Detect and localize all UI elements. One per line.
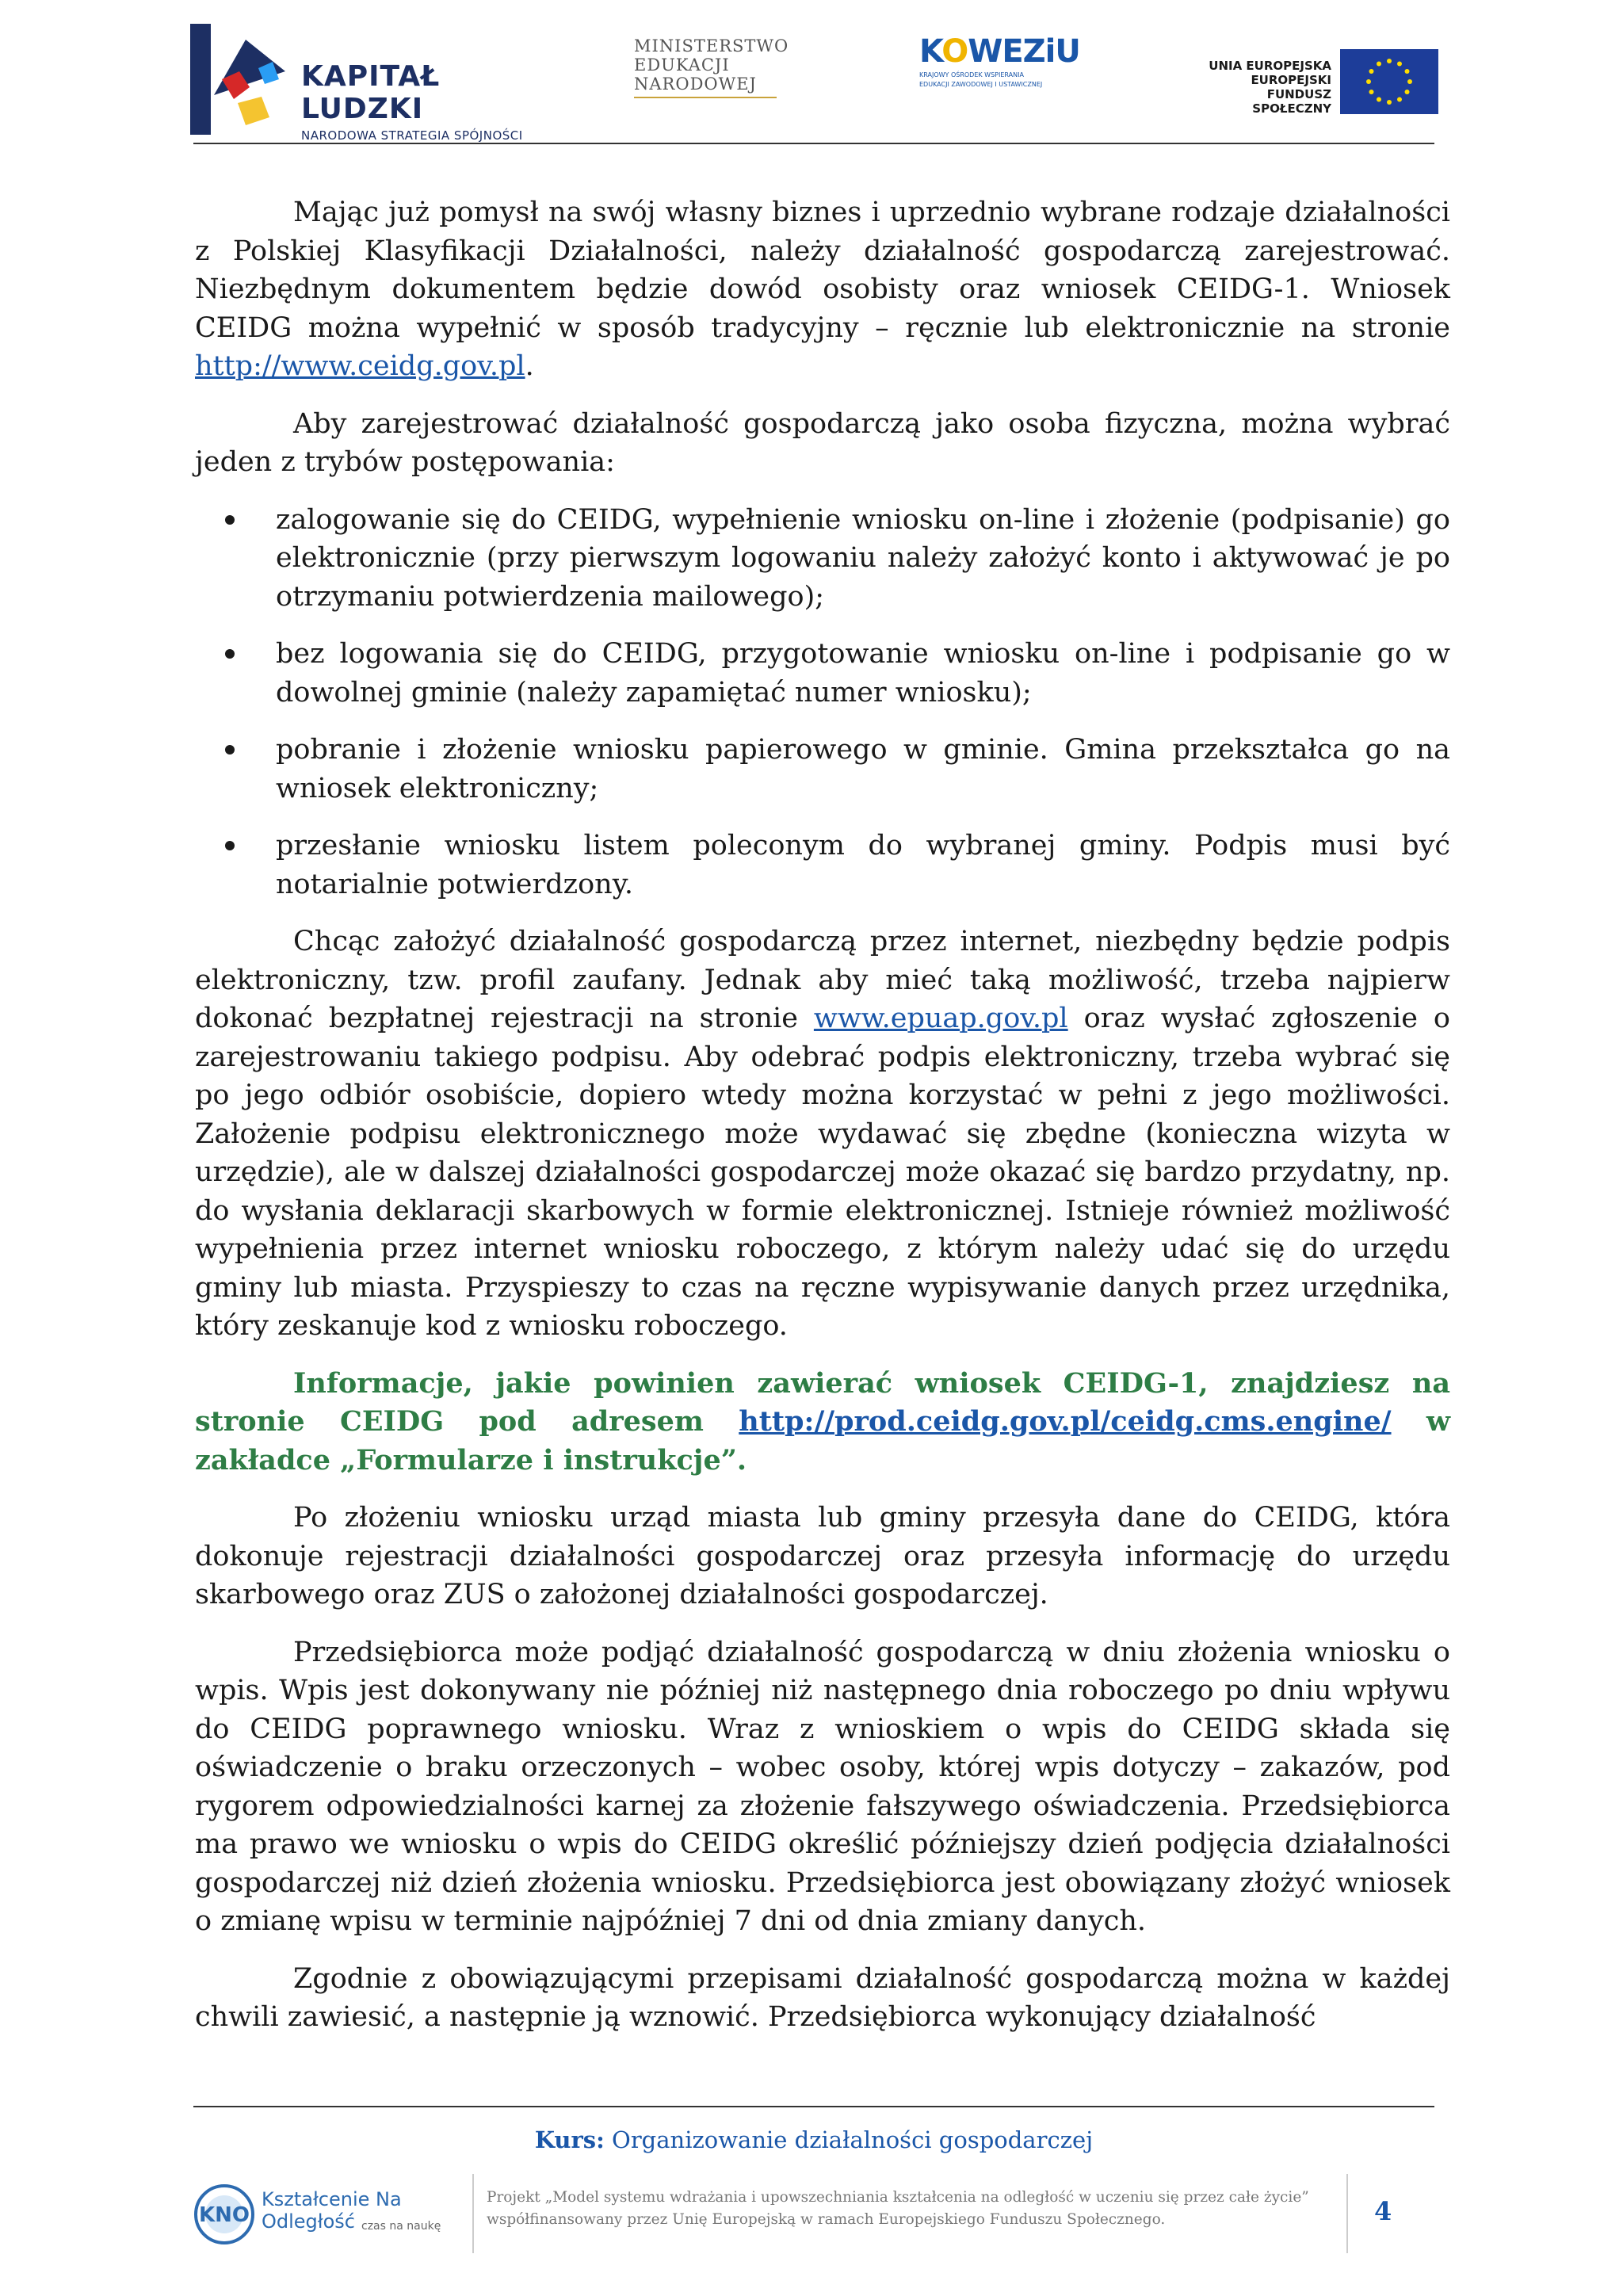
- list-item-text: pobranie i złożenie wniosku papierowego w gminie. Gmina przekształca go na wniosek elektroniczny;: [276, 734, 1450, 804]
- eu-star-icon: [1369, 69, 1373, 74]
- course-label: Kurs:: [534, 2126, 605, 2153]
- list-item: [195, 827, 1450, 904]
- paragraph-4-before: Informacje, jakie powinien zawierać wniosek CEIDG-1, znajdziesz na stronie CEIDG pod adresem: [195, 1366, 1450, 1438]
- eu-star-icon: [1405, 90, 1410, 94]
- eu-star-icon: [1369, 90, 1373, 94]
- document-body: [195, 193, 1450, 2037]
- eu-star-icon: [1397, 61, 1402, 66]
- paragraph-3-after: oraz wysłać zgłoszenie o zarejestrowaniu takiego podpisu. Aby odebrać podpis elektroniczny, trzeba wybrać się po jego odbiór osobiście, dopiero wtedy można korzystać w pełni z jego możliwości. Założenie podpisu elektronicznego może wydawać się zbędne (konieczna wizyta w urzędzie), ale w dalszej działalności gospodarczej może okazać się bardzo przydatny, np. do wysłania deklaracji skarbowych w formie elektronicznej. Istnieje również możliwość wypełnienia przez internet wniosku roboczego, z którym należy udać się do urzędu gminy lub miasta. Przyspieszy to czas na ręczne wypisywanie danych przez urzędnika, który zeskanuje kod z wniosku roboczego.: [195, 1003, 1450, 1342]
- eu-flag-icon: [1340, 49, 1438, 114]
- eu-star-icon: [1377, 97, 1381, 102]
- ministerstwo-line3: NARODOWEJ: [634, 74, 757, 94]
- eu-star-icon: [1397, 97, 1402, 102]
- paragraph-3-before: Chcąc założyć działalność gospodarczą przez internet, niezbędny będzie podpis elektroniczny, tzw. profil zaufany. Jednak aby mieć taką możliwość, trzeba najpierw dokonać bezpłatnej rejestracji na stronie: [195, 926, 1450, 1034]
- bullet-icon: [225, 841, 235, 850]
- list-item-text: bez logowania się do CEIDG, przygotowanie wniosku on-line i podpisanie go w dowolnej gminie (należy zapamiętać numer wniosku);: [276, 638, 1450, 709]
- paragraph-6: Przedsiębiorca może podjąć działalność gospodarczą w dniu złożenia wniosku o wpis. Wpis jest dokonywany nie później niż następnego dnia roboczego po dniu wpływu do CEIDG poprawnego wniosku. Wraz z wnioskiem o wpis do CEIDG składa się oświadczenie o braku orzeczonych – wobec osoby, której wpis dotyczy – zakazów, pod rygorem odpowiedzialności karnej za złożenie fałszywego oświadczenia. Przedsiębiorca ma prawo we wniosku o wpis do CEIDG określić późniejszy dzień podjęcia działalności gospodarczej niż dzień złożenia wniosku. Przedsiębiorca jest obowiązany złożyć wniosek o zmianę wpisu w terminie najpóźniej 7 dni od dnia zmiany danych.: [195, 1636, 1450, 1937]
- ksztalcenie-subtitle: czas na naukę: [361, 2220, 441, 2233]
- eu-star-icon: [1366, 79, 1371, 84]
- footer-divider-left: [472, 2174, 474, 2253]
- kapital-ludzki-subtitle: NARODOWA STRATEGIA SPÓJNOŚCI: [301, 128, 523, 143]
- kowezu-title-o: O: [941, 33, 968, 70]
- ksztalcenie-title: Kształcenie Na Odległość: [262, 2188, 402, 2233]
- page-number: 4: [1374, 2196, 1392, 2226]
- ksztalcenie-logo: [193, 2177, 479, 2248]
- ministerstwo-line1: MINISTERSTWO: [634, 36, 789, 55]
- ministerstwo-logo: [634, 36, 792, 124]
- list-item: [195, 635, 1450, 712]
- eu-star-icon: [1377, 61, 1381, 66]
- project-info: [487, 2187, 1309, 2231]
- list-item-text: zalogowanie się do CEIDG, wypełnienie wniosku on-line i złożenie (podpisanie) go elektronicznie (przy pierwszym logowaniu należy założyć konto i aktywować je po otrzymaniu potwierdzenia mailowego);: [276, 503, 1450, 613]
- kowezu-subtitle-1: KRAJOWY OŚRODEK WSPIERANIA: [919, 71, 1024, 78]
- footer-divider: [193, 2106, 1434, 2107]
- eu-star-icon: [1407, 79, 1412, 84]
- kapital-ludzki-star-icon: [190, 24, 293, 135]
- bullet-icon: [225, 515, 235, 525]
- page-header: [190, 19, 1434, 143]
- ue-line2: EUROPEJSKI: [1251, 73, 1331, 87]
- paragraph-4-after: w zakładce „Formularze i instrukcje”.: [195, 1405, 1450, 1477]
- paragraph-1-text: Mając już pomysł na swój własny biznes i uprzednio wybrane rodzaje działalności z Polskiej Klasyfikacji Działalności, należy działalność gospodarczą zarejestrować. Niezbędnym dokumentem będzie dowód osobisty oraz wniosek CEIDG-1. Wniosek CEIDG można wypełnić w sposób tradycyjny – ręcznie lub elektronicznie na stronie: [195, 197, 1450, 344]
- registration-modes-list: [195, 501, 1450, 904]
- footer-course: [193, 2126, 1434, 2153]
- paragraph-1: [195, 193, 1450, 386]
- ceidg-cms-link[interactable]: http://prod.ceidg.gov.pl/ceidg.cms.engine/: [739, 1405, 1392, 1438]
- kowezu-title-k: K: [919, 33, 942, 70]
- eu-star-icon: [1387, 100, 1392, 105]
- bullet-icon: [225, 649, 235, 659]
- kowezu-logo: [919, 33, 1078, 128]
- list-item-text: przesłanie wniosku listem poleconym do wybranej gminy. Podpis musi być notarialnie potwierdzony.: [276, 830, 1450, 900]
- ministerstwo-divider: [634, 97, 777, 98]
- list-item: [195, 501, 1450, 617]
- course-name: Organizowanie działalności gospodarczej: [604, 2126, 1094, 2153]
- footer-divider-right: [1346, 2174, 1348, 2253]
- project-line-2: współfinansowany przez Unię Europejską w ramach Europejskiego Funduszu Społecznego.: [487, 2211, 1166, 2228]
- paragraph-4-highlight: [195, 1365, 1450, 1480]
- kowezu-title: [919, 33, 1078, 70]
- kowezu-title-rest: WEZiU: [968, 33, 1080, 70]
- header-divider: [193, 143, 1434, 144]
- footer-band: [193, 2174, 1434, 2253]
- paragraph-3: [195, 923, 1450, 1346]
- kapital-ludzki-title: KAPITAŁ LUDZKI: [301, 60, 441, 125]
- kapital-ludzki-logo: [190, 24, 523, 143]
- paragraph-5: Po złożeniu wniosku urząd miasta lub gminy przesyła dane do CEIDG, która dokonuje rejestracji działalności gospodarczej oraz przesyła informację do urzędu skarbowego oraz ZUS o założonej działalności gospodarczej.: [195, 1502, 1450, 1610]
- ceidg-link[interactable]: http://www.ceidg.gov.pl: [195, 350, 525, 382]
- paragraph-1-tail: .: [525, 350, 534, 382]
- unia-europejska-logo: [1185, 41, 1438, 116]
- paragraph-7: Zgodnie z obowiązującymi przepisami działalność gospodarczą można w każdej chwili zawiesić, a następnie ją wznowić. Przedsiębiorca wykonujący działalność: [195, 1962, 1450, 2033]
- svg-text:KNO: KNO: [198, 2203, 250, 2227]
- kowezu-subtitle-2: EDUKACJI ZAWODOWEJ I USTAWICZNEJ: [919, 81, 1043, 88]
- project-line-1: Projekt „Model systemu wdrażania i upowszechniania kształcenia na odległość w uczeniu się przez całe życie”: [487, 2189, 1309, 2206]
- ue-line3: FUNDUSZ SPOŁECZNY: [1252, 87, 1331, 116]
- ministerstwo-line2: EDUKACJI: [634, 55, 730, 74]
- eu-star-icon: [1387, 59, 1392, 63]
- bullet-icon: [225, 745, 235, 755]
- ue-line1: UNIA EUROPEJSKA: [1209, 59, 1331, 73]
- paragraph-2: Aby zarejestrować działalność gospodarczą jako osoba fizyczna, można wybrać jeden z trybów postępowania:: [195, 407, 1450, 478]
- kno-logo-icon: [193, 2183, 255, 2245]
- list-item: [195, 731, 1450, 808]
- eu-star-icon: [1405, 69, 1410, 74]
- epuap-link[interactable]: www.epuap.gov.pl: [813, 1003, 1068, 1034]
